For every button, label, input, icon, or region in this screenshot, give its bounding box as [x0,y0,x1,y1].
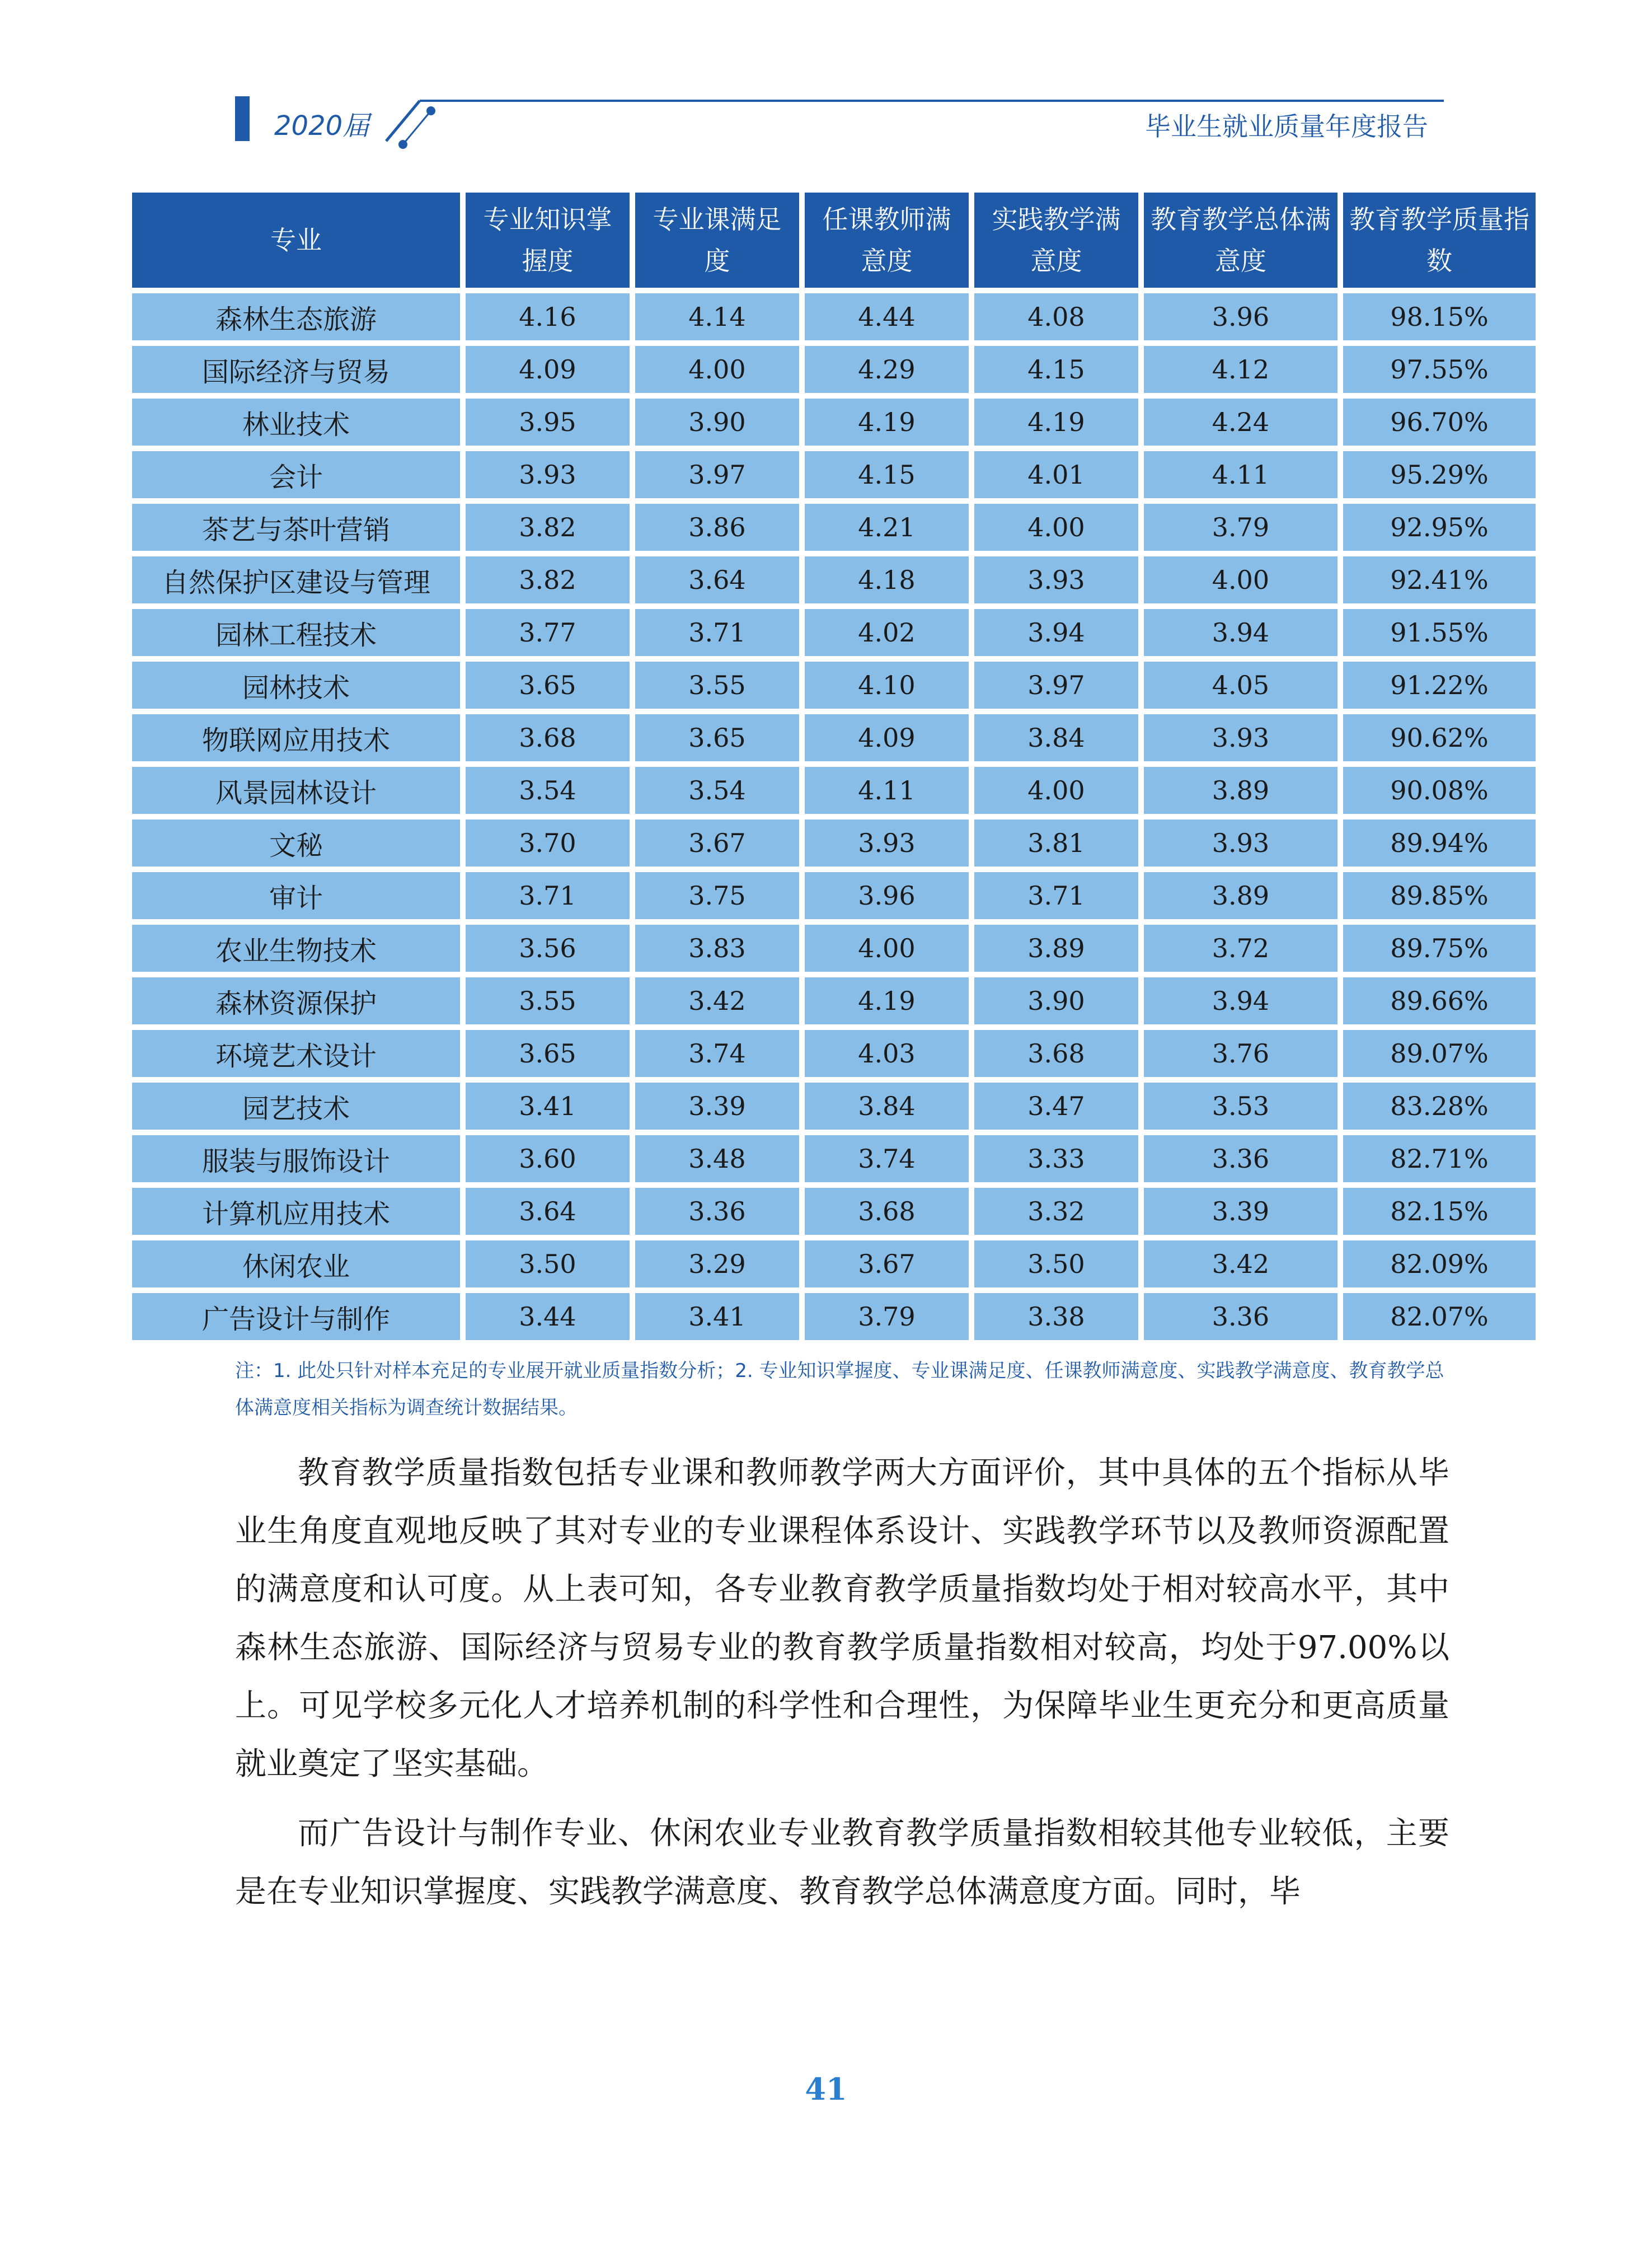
header-report-title: 毕业生就业质量年度报告 [1145,111,1428,142]
value-cell: 82.07% [1343,1293,1536,1340]
value-cell: 3.42 [635,977,799,1024]
value-cell: 3.93 [1144,714,1337,761]
value-cell: 4.09 [805,714,969,761]
value-cell: 3.94 [974,609,1138,656]
value-cell: 3.36 [1144,1293,1337,1340]
major-name-cell: 会计 [132,451,460,498]
value-cell: 3.90 [974,977,1138,1024]
value-cell: 3.39 [635,1083,799,1130]
value-cell: 92.41% [1343,556,1536,603]
value-cell: 3.68 [466,714,630,761]
value-cell: 3.67 [805,1240,969,1287]
value-cell: 3.79 [1144,504,1337,551]
value-cell: 3.60 [466,1135,630,1182]
value-cell: 4.00 [974,504,1138,551]
value-cell: 3.65 [635,714,799,761]
value-cell: 3.75 [635,872,799,919]
value-cell: 89.75% [1343,925,1536,972]
value-cell: 4.15 [805,451,969,498]
page-number: 41 [805,2071,847,2107]
value-cell: 4.02 [805,609,969,656]
value-cell: 3.94 [1144,609,1337,656]
value-cell: 4.00 [635,346,799,393]
value-cell: 3.65 [466,662,630,709]
major-name-cell: 计算机应用技术 [132,1188,460,1235]
value-cell: 3.71 [635,609,799,656]
body-text [235,1444,1449,1921]
value-cell: 3.71 [466,872,630,919]
value-cell: 3.83 [635,925,799,972]
table-row [132,1188,1536,1235]
quality-index-table [126,187,1541,1346]
value-cell: 3.93 [805,820,969,867]
value-cell: 4.44 [805,293,969,340]
major-name-cell: 园艺技术 [132,1083,460,1130]
value-cell: 3.67 [635,820,799,867]
value-cell: 4.21 [805,504,969,551]
header-accent-bar [235,96,250,141]
value-cell: 4.00 [1144,556,1337,603]
column-header: 任课教师满意度 [805,193,969,288]
value-cell: 4.16 [466,293,630,340]
value-cell: 4.24 [1144,399,1337,446]
value-cell: 89.94% [1343,820,1536,867]
value-cell: 98.15% [1343,293,1536,340]
table-row [132,872,1536,919]
value-cell: 3.86 [635,504,799,551]
value-cell: 89.66% [1343,977,1536,1024]
table-row [132,767,1536,814]
table-row [132,609,1536,656]
value-cell: 3.89 [1144,767,1337,814]
major-name-cell: 文秘 [132,820,460,867]
value-cell: 89.85% [1343,872,1536,919]
value-cell: 83.28% [1343,1083,1536,1130]
table-row [132,399,1536,446]
value-cell: 3.64 [466,1188,630,1235]
value-cell: 3.38 [974,1293,1138,1340]
value-cell: 4.18 [805,556,969,603]
value-cell: 3.89 [974,925,1138,972]
header-year: 2020届 [274,110,370,142]
value-cell: 92.95% [1343,504,1536,551]
table-row [132,1135,1536,1182]
value-cell: 4.19 [974,399,1138,446]
value-cell: 3.54 [466,767,630,814]
major-name-cell: 国际经济与贸易 [132,346,460,393]
value-cell: 3.89 [1144,872,1337,919]
value-cell: 3.41 [635,1293,799,1340]
value-cell: 82.71% [1343,1135,1536,1182]
value-cell: 3.56 [466,925,630,972]
major-name-cell: 森林资源保护 [132,977,460,1024]
table-row [132,293,1536,340]
value-cell: 3.33 [974,1135,1138,1182]
table-row [132,662,1536,709]
table-row [132,504,1536,551]
value-cell: 3.74 [635,1030,799,1077]
value-cell: 3.90 [635,399,799,446]
major-name-cell: 物联网应用技术 [132,714,460,761]
table-row [132,977,1536,1024]
value-cell: 89.07% [1343,1030,1536,1077]
value-cell: 91.55% [1343,609,1536,656]
table-row [132,925,1536,972]
value-cell: 3.68 [974,1030,1138,1077]
value-cell: 4.09 [466,346,630,393]
value-cell: 3.74 [805,1135,969,1182]
value-cell: 82.09% [1343,1240,1536,1287]
value-cell: 3.97 [974,662,1138,709]
table-row [132,714,1536,761]
value-cell: 3.82 [466,556,630,603]
table-row [132,451,1536,498]
value-cell: 4.11 [1144,451,1337,498]
value-cell: 4.00 [805,925,969,972]
value-cell: 3.42 [1144,1240,1337,1287]
value-cell: 4.11 [805,767,969,814]
value-cell: 4.14 [635,293,799,340]
column-header: 专业 [132,193,460,288]
value-cell: 3.29 [635,1240,799,1287]
value-cell: 3.41 [466,1083,630,1130]
value-cell: 3.54 [635,767,799,814]
value-cell: 3.65 [466,1030,630,1077]
value-cell: 82.15% [1343,1188,1536,1235]
table-row [132,1293,1536,1340]
major-name-cell: 服装与服饰设计 [132,1135,460,1182]
value-cell: 4.19 [805,977,969,1024]
major-name-cell: 环境艺术设计 [132,1030,460,1077]
paragraph: 教育教学质量指数包括专业课和教师教学两大方面评价，其中具体的五个指标从毕业生角度直观地反映了其对专业的专业课程体系设计、实践教学环节以及教师资源配置的满意度和认可度。从上表可知，各专业教育教学质量指数均处于相对较高水平，其中森林生态旅游、国际经济与贸易专业的教育教学质量指数相对较高，均处于97.00%以上。可见学校多元化人才培养机制的科学性和合理性，为保障毕业生更充分和更高质量就业奠定了坚实基础。 [235,1455,1449,1782]
column-header: 专业课满足度 [635,193,799,288]
value-cell: 3.93 [1144,820,1337,867]
table-row [132,1083,1536,1130]
paragraph: 而广告设计与制作专业、休闲农业专业教育教学质量指数相较其他专业较低，主要是在专业知识掌握度、实践教学满意度、教育教学总体满意度方面。同时，毕 [235,1815,1449,1910]
value-cell: 3.68 [805,1188,969,1235]
value-cell: 4.01 [974,451,1138,498]
major-name-cell: 审计 [132,872,460,919]
major-name-cell: 园林技术 [132,662,460,709]
value-cell: 3.32 [974,1188,1138,1235]
table-row [132,1240,1536,1287]
value-cell: 3.76 [1144,1030,1337,1077]
value-cell: 3.47 [974,1083,1138,1130]
value-cell: 4.19 [805,399,969,446]
value-cell: 4.05 [1144,662,1337,709]
table-header-row [132,193,1536,288]
value-cell: 3.55 [466,977,630,1024]
column-header: 教育教学总体满意度 [1144,193,1337,288]
major-name-cell: 林业技术 [132,399,460,446]
value-cell: 3.50 [466,1240,630,1287]
value-cell: 4.29 [805,346,969,393]
value-cell: 3.72 [1144,925,1337,972]
table-row [132,556,1536,603]
major-name-cell: 农业生物技术 [132,925,460,972]
value-cell: 4.00 [974,767,1138,814]
value-cell: 3.71 [974,872,1138,919]
value-cell: 3.44 [466,1293,630,1340]
value-cell: 3.84 [805,1083,969,1130]
value-cell: 3.53 [1144,1083,1337,1130]
table-row [132,346,1536,393]
value-cell: 3.39 [1144,1188,1337,1235]
value-cell: 95.29% [1343,451,1536,498]
value-cell: 3.36 [1144,1135,1337,1182]
value-cell: 4.08 [974,293,1138,340]
value-cell: 3.55 [635,662,799,709]
major-name-cell: 茶艺与茶叶营销 [132,504,460,551]
value-cell: 3.93 [466,451,630,498]
value-cell: 4.12 [1144,346,1337,393]
value-cell: 3.77 [466,609,630,656]
table-row [132,1030,1536,1077]
value-cell: 4.10 [805,662,969,709]
value-cell: 90.62% [1343,714,1536,761]
major-name-cell: 自然保护区建设与管理 [132,556,460,603]
value-cell: 3.93 [974,556,1138,603]
value-cell: 3.48 [635,1135,799,1182]
major-name-cell: 广告设计与制作 [132,1293,460,1340]
value-cell: 3.64 [635,556,799,603]
value-cell: 3.50 [974,1240,1138,1287]
value-cell: 3.97 [635,451,799,498]
value-cell: 3.96 [805,872,969,919]
value-cell: 3.81 [974,820,1138,867]
value-cell: 3.79 [805,1293,969,1340]
value-cell: 3.36 [635,1188,799,1235]
major-name-cell: 园林工程技术 [132,609,460,656]
major-name-cell: 风景园林设计 [132,767,460,814]
value-cell: 3.70 [466,820,630,867]
value-cell: 3.82 [466,504,630,551]
value-cell: 97.55% [1343,346,1536,393]
value-cell: 4.03 [805,1030,969,1077]
value-cell: 90.08% [1343,767,1536,814]
value-cell: 3.84 [974,714,1138,761]
value-cell: 4.15 [974,346,1138,393]
table-footnote: 注：1. 此处只针对样本充足的专业展开就业质量指数分析；2. 专业知识掌握度、专业课满足度、任课教师满意度、实践教学满意度、教育教学总体满意度相关指标为调查统计数据结果。 [235,1360,1444,1419]
major-name-cell: 休闲农业 [132,1240,460,1287]
major-name-cell: 森林生态旅游 [132,293,460,340]
value-cell: 3.96 [1144,293,1337,340]
value-cell: 91.22% [1343,662,1536,709]
value-cell: 3.95 [466,399,630,446]
value-cell: 96.70% [1343,399,1536,446]
value-cell: 3.94 [1144,977,1337,1024]
column-header: 教育教学质量指数 [1343,193,1536,288]
column-header: 实践教学满意度 [974,193,1138,288]
table-row [132,820,1536,867]
table-body [132,293,1536,1340]
column-header: 专业知识掌握度 [466,193,630,288]
